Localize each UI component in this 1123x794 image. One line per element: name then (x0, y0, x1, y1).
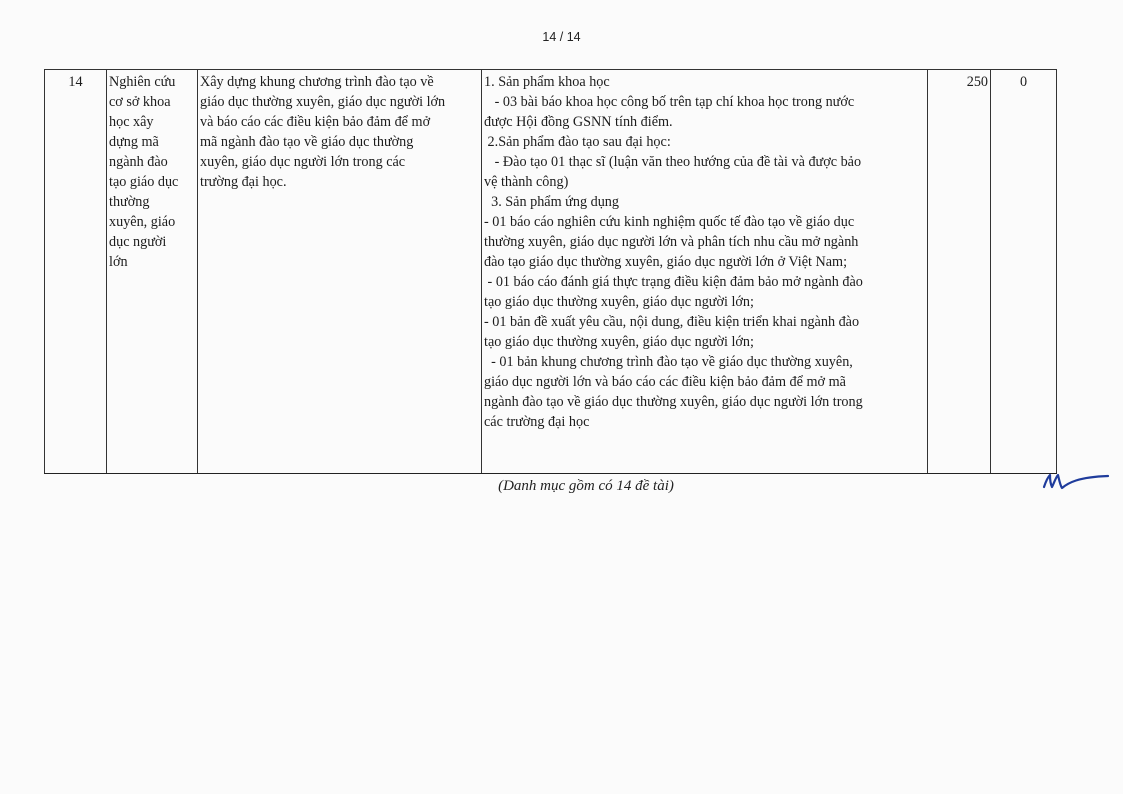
product-line: - Đào tạo 01 thạc sĩ (luận văn theo hướng của đề tài và được bảo (484, 154, 862, 170)
topic-name-line: lớn (109, 254, 128, 270)
table-row (45, 70, 1057, 474)
product-line: các trường đại học (484, 414, 590, 430)
topic-name-line: Nghiên cứu (109, 74, 176, 90)
topics-table (44, 69, 1057, 474)
product-line: - 01 bản đề xuất yêu cầu, nội dung, điều kiện triển khai ngành đào (484, 314, 860, 330)
product-line: 2.Sản phẩm đào tạo sau đại học: (484, 134, 671, 150)
second-value-cell: 0 (991, 70, 1057, 474)
row-number-cell: 14 (45, 70, 107, 474)
signature-mark (1038, 465, 1110, 493)
page-number: 14 / 14 (542, 30, 581, 44)
product-line: ngành đào tạo về giáo dục thường xuyên, giáo dục người lớn trong (484, 394, 863, 410)
product-line: - 01 bản khung chương trình đào tạo về giáo dục thường xuyên, (484, 354, 853, 370)
products-cell (482, 70, 928, 474)
footer-note: (Danh mục gồm có 14 đề tài) (498, 478, 674, 494)
product-line: - 01 báo cáo đánh giá thực trạng điều kiện đảm bảo mở ngành đào (484, 274, 863, 290)
objective-line: trường đại học. (200, 174, 287, 190)
product-line: đào tạo giáo dục thường xuyên, giáo dục người lớn ở Việt Nam; (484, 254, 848, 270)
topic-name-line: dựng mã (109, 134, 159, 150)
product-line: tạo giáo dục thường xuyên, giáo dục người lớn; (484, 294, 754, 310)
topic-name-line: học xây (109, 114, 154, 130)
topic-name-line: tạo giáo dục (109, 174, 179, 190)
product-line: thường xuyên, giáo dục người lớn và phân tích nhu cầu mở ngành (484, 234, 859, 250)
objective-cell (198, 70, 482, 474)
topic-name-line: ngành đào (109, 154, 168, 170)
product-line: 3. Sản phẩm ứng dụng (484, 194, 619, 210)
objective-line: Xây dựng khung chương trình đào tạo về (200, 74, 434, 90)
product-line: - 03 bài báo khoa học công bố trên tạp chí khoa học trong nước (484, 94, 855, 110)
objective-line: xuyên, giáo dục người lớn trong các (200, 154, 406, 170)
topic-name-line: xuyên, giáo (109, 214, 176, 230)
product-line: giáo dục người lớn và báo cáo các điều kiện bảo đảm để mở mã (484, 374, 846, 390)
budget-cell: 250 (928, 70, 991, 474)
objective-line: và báo cáo các điều kiện bảo đảm để mở (200, 114, 431, 130)
objective-line: mã ngành đào tạo về giáo dục thường (200, 134, 414, 150)
topic-name-line: cơ sở khoa (109, 94, 171, 110)
product-line: - 01 báo cáo nghiên cứu kinh nghiệm quốc tế đào tạo về giáo dục (484, 214, 855, 230)
topic-name-line: thường (109, 194, 150, 210)
objective-line: giáo dục thường xuyên, giáo dục người lớn (200, 94, 446, 110)
product-line: vệ thành công) (484, 174, 569, 190)
topic-name-cell (107, 70, 198, 474)
product-line: tạo giáo dục thường xuyên, giáo dục người lớn; (484, 334, 754, 350)
topic-name-line: dục người (109, 234, 167, 250)
product-line: được Hội đồng GSNN tính điểm. (484, 114, 673, 130)
product-line: 1. Sản phẩm khoa học (484, 74, 610, 90)
